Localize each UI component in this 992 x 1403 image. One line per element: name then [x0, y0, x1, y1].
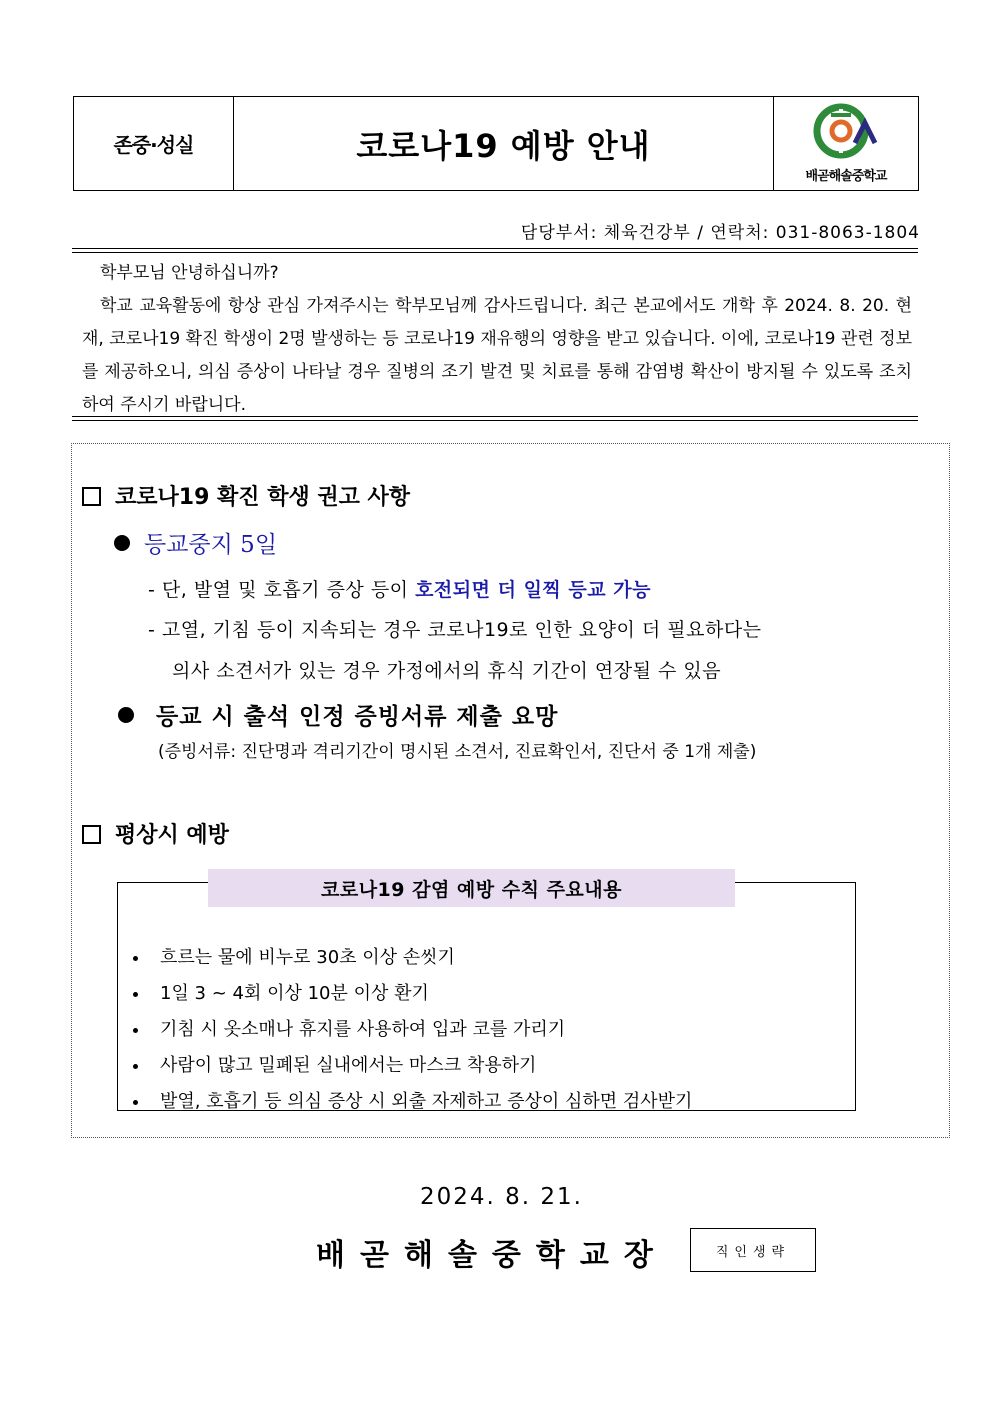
item1-heading: [114, 526, 277, 559]
bullet-icon: [133, 1100, 138, 1105]
divider-top: [72, 248, 918, 253]
school-logo: [773, 97, 918, 190]
bullet-icon: [133, 992, 138, 997]
school-name: 배곧해솔중학교: [805, 169, 887, 184]
issue-date: 2024. 8. 21.: [420, 1184, 583, 1210]
item1-line3: 의사 소견서가 있는 경우 가정에서의 휴식 기간이 연장될 수 있음: [172, 660, 722, 682]
checkbox-icon: [82, 487, 101, 506]
school-motto: 존중·성실: [74, 97, 234, 190]
bullet-icon: [133, 1028, 138, 1033]
greeting: 학부모님 안녕하십니까?: [100, 263, 279, 283]
list-item: [133, 1048, 692, 1084]
section2-heading: [82, 818, 229, 849]
list-item: [133, 976, 692, 1012]
principal-signature: 배곧해솔중학교장: [316, 1238, 668, 1273]
item1-title: 등교중지 5일: [144, 532, 278, 558]
list-item: [133, 1012, 692, 1048]
header-table: [73, 96, 919, 191]
rule-text: 흐르는 물에 비누로 30초 이상 손씻기: [160, 947, 455, 968]
page-title: 코로나19 예방 안내: [356, 126, 651, 165]
checkbox-icon: [82, 825, 101, 844]
rules-list: [133, 940, 692, 1120]
section1-heading: [82, 480, 410, 511]
intro-text: [82, 257, 912, 422]
item1-line1-emphasis: 호전되면 더 일찍 등교 가능: [415, 579, 651, 601]
rule-text: 기침 시 옷소매나 휴지를 사용하여 입과 코를 가리기: [160, 1019, 566, 1040]
section2-title: 평상시 예방: [115, 823, 229, 848]
item2-note: (증빙서류: 진단명과 격리기간이 명시된 소견서, 진료확인서, 진단서 중 1개 제출): [158, 742, 757, 762]
rule-text: 발열, 호흡기 등 의심 증상 시 외출 자제하고 증상이 심하면 검사받기: [160, 1091, 693, 1112]
rule-text: 1일 3 ~ 4회 이상 10분 이상 환기: [160, 983, 429, 1004]
item1-line1: [148, 575, 651, 602]
rule-text: 사람이 많고 밀폐된 실내에서는 마스크 착용하기: [160, 1055, 537, 1076]
list-item: [133, 940, 692, 976]
rules-box-title: 코로나19 감염 예방 수칙 주요내용: [208, 869, 735, 907]
intro-body: 학교 교육활동에 항상 관심 가져주시는 학부모님께 감사드립니다. 최근 본교에서도 개학 후 2024. 8. 20. 현재, 코로나19 확진 학생이 2명 발생하는 등 코로나19 재유행의 영향을 받고 있습니다. 이에, 코로나19 관련 정보를 제공하오니, 의심 증상이 나타날 경우 질병의 조기 발견 및 치료를 통해 감염병 확산이 방지될 수 있도록 조치하여 주시기 바랍니다.: [82, 296, 912, 415]
contact-info: 담당부서: 체육건강부 / 연락처: 031-8063-1804: [520, 223, 920, 243]
bullet-icon: [133, 956, 138, 961]
item1-line2: - 고열, 기침 등이 지속되는 경우 코로나19로 인한 요양이 더 필요하다는: [148, 619, 762, 641]
item2-title: 등교 시 출석 인정 증빙서류 제출 요망: [156, 703, 559, 730]
section1-title: 코로나19 확진 학생 권고 사항: [115, 485, 411, 510]
bullet-icon: [114, 535, 130, 551]
bullet-icon: [133, 1064, 138, 1069]
item1-line1-prefix: - 단, 발열 및 호흡기 증상 등이: [148, 579, 416, 601]
divider-bottom: [72, 416, 918, 421]
list-item: [133, 1084, 692, 1120]
seal-omitted-box: 직인생략: [690, 1228, 816, 1272]
school-emblem-icon: [811, 103, 881, 163]
item2-heading: [118, 698, 558, 731]
bullet-icon: [118, 707, 134, 723]
